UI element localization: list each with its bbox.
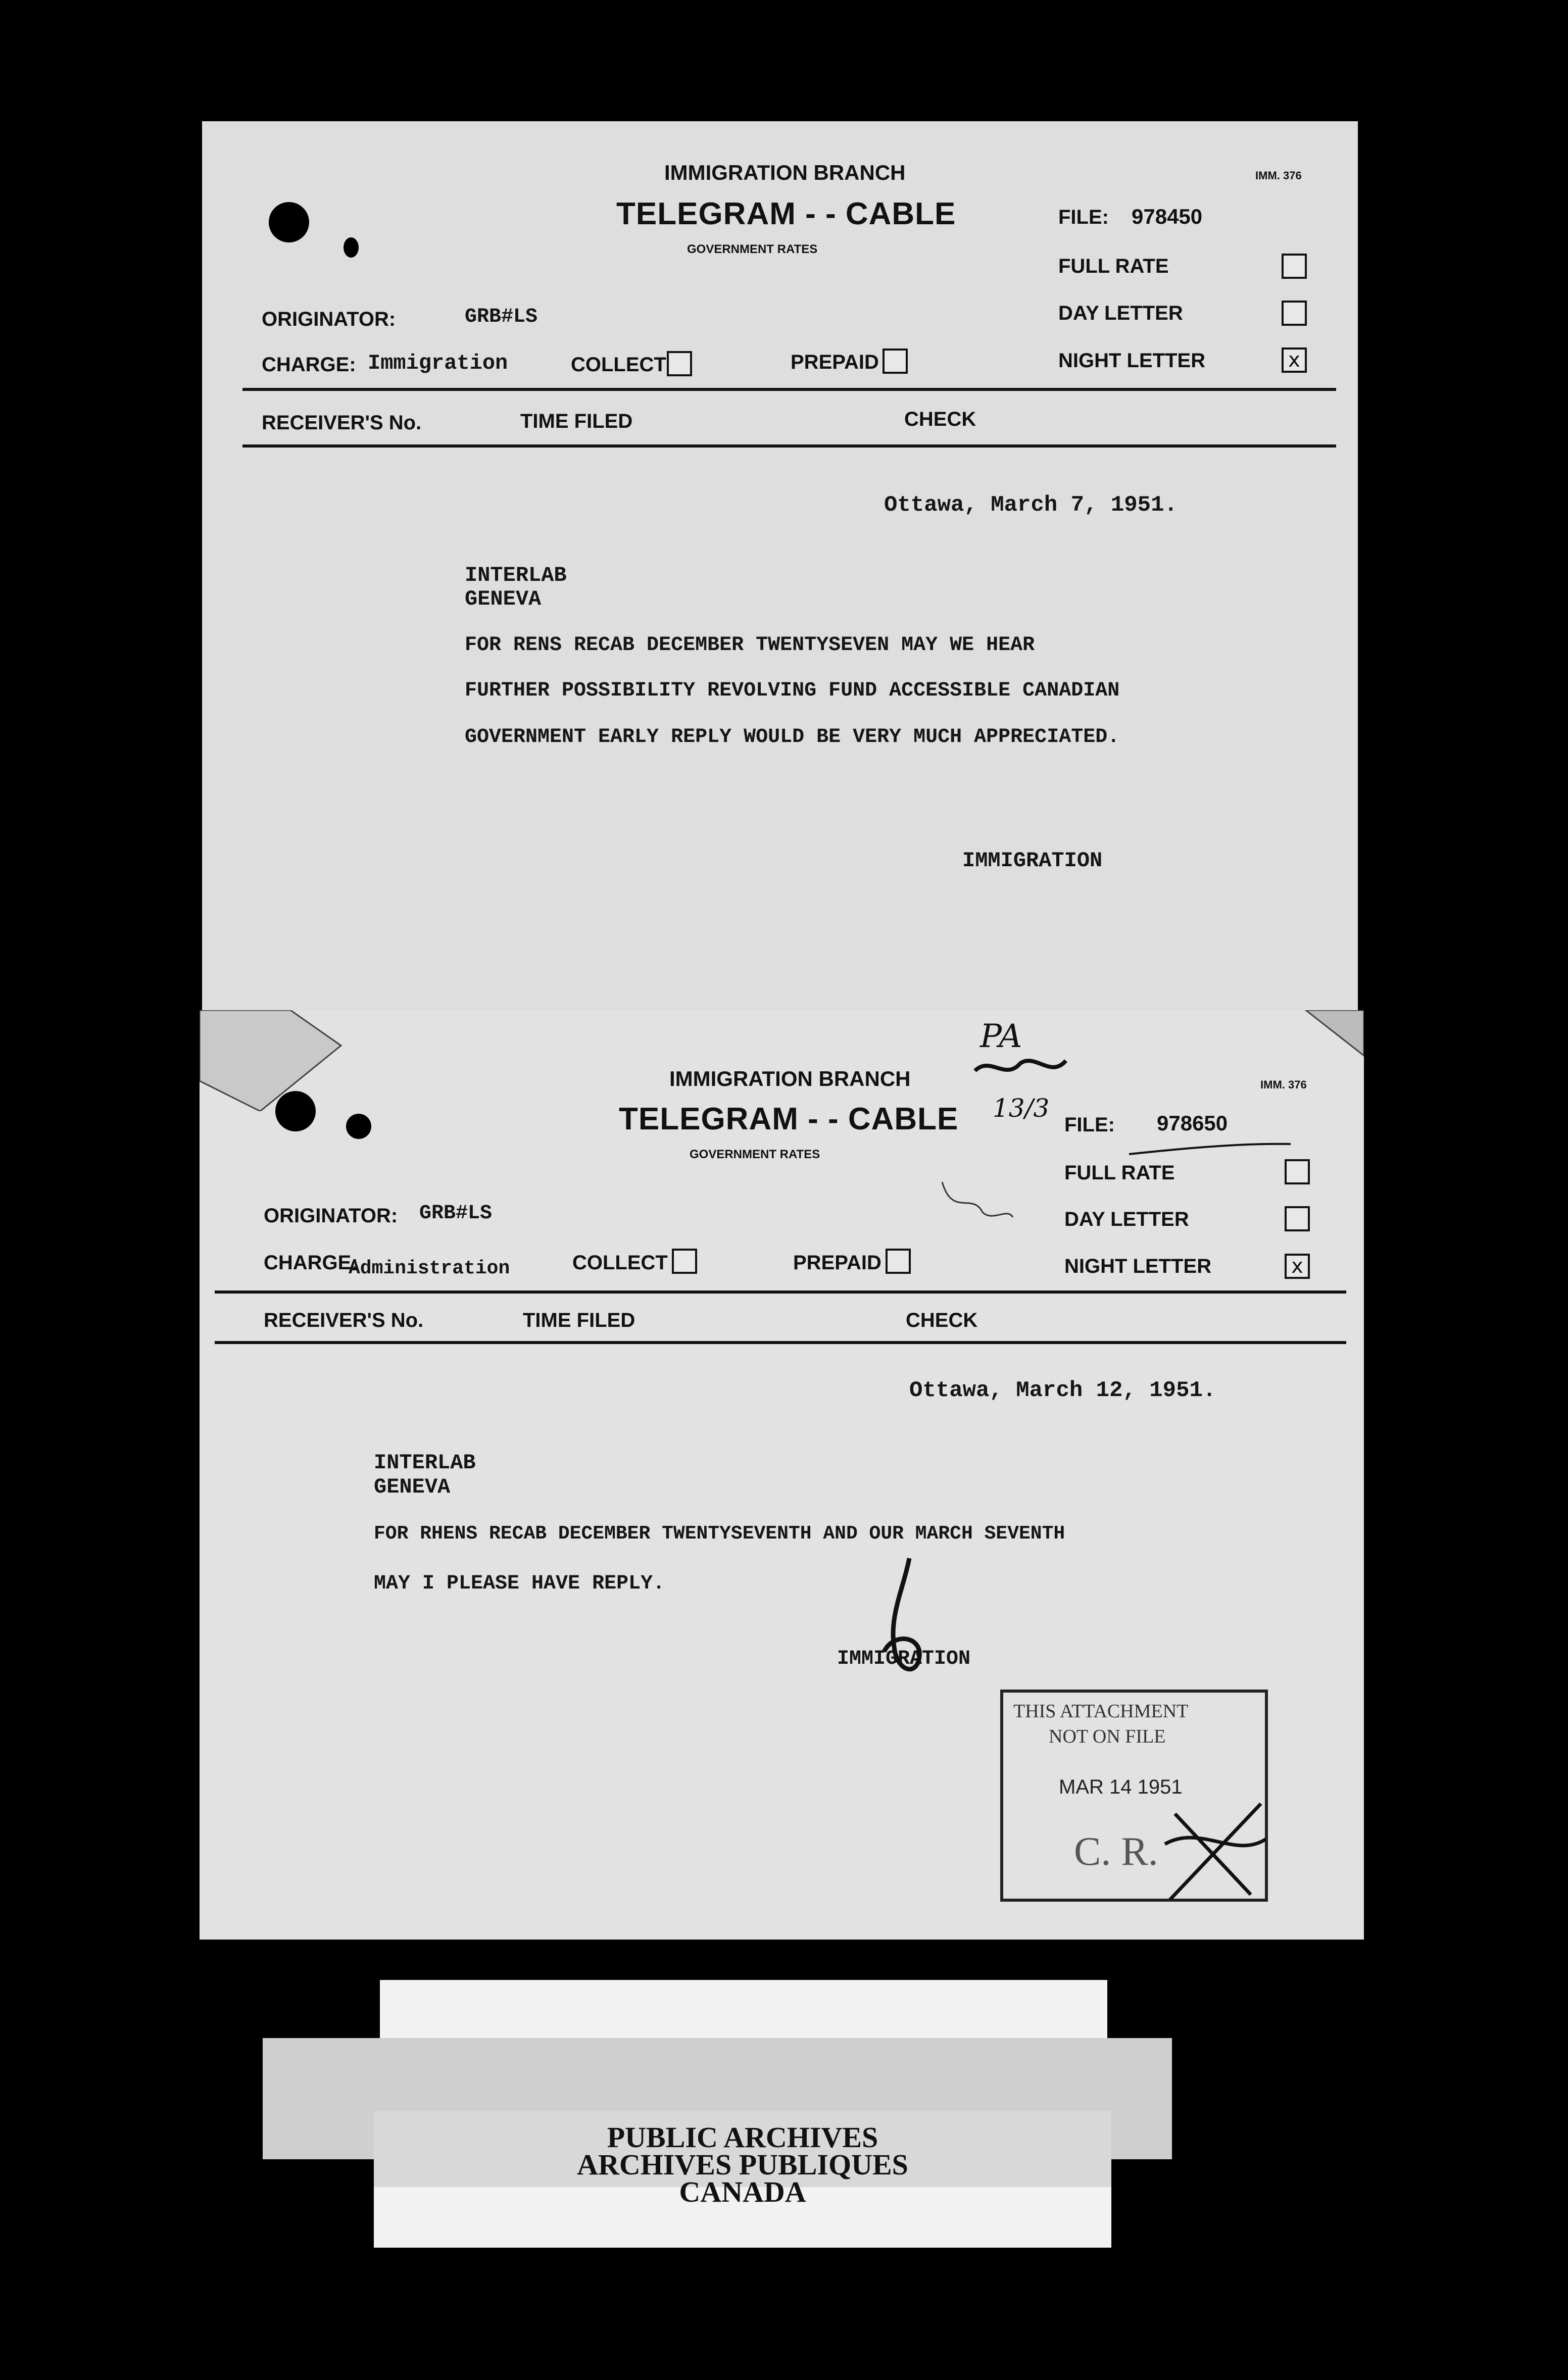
full-rate-label: FULL RATE <box>1058 255 1169 277</box>
archive-line: ARCHIVES PUBLIQUES <box>577 2148 908 2181</box>
charge-label: CHARGE: <box>262 354 356 376</box>
file-label: FILE: <box>1064 1114 1115 1136</box>
time-filed-label: TIME FILED <box>520 410 633 432</box>
message-body-line: FURTHER POSSIBILITY REVOLVING FUND ACCESSIBLE CANADIAN <box>465 679 1120 702</box>
night-letter-checkbox: x <box>1282 348 1307 373</box>
form-title: TELEGRAM - - CABLE <box>616 196 956 231</box>
originator-label: ORIGINATOR: <box>264 1205 398 1227</box>
form-title: TELEGRAM - - CABLE <box>619 1102 959 1136</box>
receivers-no-label: RECEIVER'S No. <box>264 1309 424 1331</box>
handwritten-initial <box>874 1556 935 1687</box>
night-letter-label: NIGHT LETTER <box>1058 350 1206 372</box>
archive-line: CANADA <box>679 2175 806 2208</box>
full-rate-checkbox <box>1285 1159 1310 1184</box>
prepaid-label: PREPAID <box>791 351 879 373</box>
address-line: INTERLAB <box>465 563 567 587</box>
divider-line <box>242 388 1336 391</box>
divider-line <box>242 444 1336 448</box>
night-letter-label: NIGHT LETTER <box>1064 1255 1212 1277</box>
originator-value: GRB#LS <box>419 1202 493 1225</box>
prepaid-checkbox <box>886 1249 911 1274</box>
full-rate-checkbox <box>1282 254 1307 279</box>
form-subtitle: GOVERNMENT RATES <box>687 242 818 256</box>
address-line: GENEVA <box>465 587 542 611</box>
archive-label <box>374 2111 1111 2248</box>
divider-line <box>215 1291 1346 1294</box>
pen-line <box>1126 1139 1293 1159</box>
check-scribble <box>1160 1783 1271 1905</box>
file-number: 978450 <box>1132 205 1203 228</box>
originator-label: ORIGINATOR: <box>262 308 396 330</box>
message-date: Ottawa, March 7, 1951. <box>884 492 1178 518</box>
file-number: 978650 <box>1157 1111 1228 1135</box>
collect-checkbox <box>672 1249 697 1274</box>
signature: IMMIGRATION <box>962 849 1103 873</box>
handwritten-note: PA <box>980 1018 1022 1055</box>
address-line: GENEVA <box>374 1475 451 1499</box>
stamp-line: NOT ON FILE <box>1049 1726 1166 1747</box>
telegram-sheet-1 <box>202 121 1358 1046</box>
signature: IMMIGRATION <box>837 1648 971 1670</box>
received-stamp <box>1000 1690 1268 1902</box>
folded-corner <box>200 1010 1364 1111</box>
collect-label: COLLECT <box>571 354 666 376</box>
message-date: Ottawa, March 12, 1951. <box>909 1378 1216 1403</box>
collect-label: COLLECT <box>572 1252 668 1274</box>
message-body-line: FOR RHENS RECAB DECEMBER TWENTYSEVENTH AND OUR MARCH SEVENTH <box>374 1523 1065 1545</box>
form-subtitle: GOVERNMENT RATES <box>690 1148 820 1161</box>
form-number: IMM. 376 <box>1255 169 1302 182</box>
punch-hole <box>269 202 309 242</box>
night-letter-checkbox: x <box>1285 1254 1310 1279</box>
prepaid-checkbox <box>883 349 908 374</box>
check-label: CHECK <box>904 408 976 430</box>
day-letter-checkbox <box>1282 301 1307 326</box>
branch-heading: IMMIGRATION BRANCH <box>664 161 906 184</box>
collect-checkbox <box>667 351 692 376</box>
time-filed-label: TIME FILED <box>523 1309 635 1331</box>
message-body-line: GOVERNMENT EARLY REPLY WOULD BE VERY MUCH APPRECIATED. <box>465 726 1120 749</box>
branch-heading: IMMIGRATION BRANCH <box>669 1067 911 1090</box>
charge-value: Immigration <box>368 351 508 375</box>
stamp-line: THIS ATTACHMENT <box>1013 1701 1189 1722</box>
prepaid-label: PREPAID <box>793 1252 881 1274</box>
message-body-line: FOR RENS RECAB DECEMBER TWENTYSEVEN MAY WE HEAR <box>465 634 1035 657</box>
divider-line <box>215 1341 1346 1344</box>
punch-hole <box>275 1091 316 1131</box>
message-body-line: MAY I PLEASE HAVE REPLY. <box>374 1572 665 1595</box>
scribble-mark <box>970 1051 1071 1086</box>
address-line: INTERLAB <box>374 1451 476 1475</box>
day-letter-checkbox <box>1285 1206 1310 1231</box>
file-label: FILE: <box>1058 206 1109 228</box>
form-number: IMM. 376 <box>1260 1078 1307 1091</box>
receivers-no-label: RECEIVER'S No. <box>262 412 422 434</box>
telegram-sheet-2 <box>200 1010 1364 1940</box>
day-letter-label: DAY LETTER <box>1058 302 1183 324</box>
originator-value: GRB#LS <box>465 306 538 328</box>
archive-text-block <box>566 2121 919 2275</box>
full-rate-label: FULL RATE <box>1064 1162 1175 1184</box>
handwritten-date: 13/3 <box>993 1094 1050 1123</box>
pen-squiggle <box>937 1172 1018 1222</box>
charge-value: Administration <box>349 1258 510 1279</box>
archive-line: PUBLIC ARCHIVES <box>607 2121 878 2154</box>
punch-hole <box>346 1114 371 1139</box>
stamp-date: MAR 14 1951 <box>1059 1776 1183 1798</box>
punch-hole <box>344 237 359 258</box>
stamp-initials: C. R. <box>1074 1829 1158 1874</box>
check-label: CHECK <box>906 1309 978 1331</box>
charge-label: CHARGE: <box>264 1252 358 1274</box>
day-letter-label: DAY LETTER <box>1064 1208 1189 1230</box>
